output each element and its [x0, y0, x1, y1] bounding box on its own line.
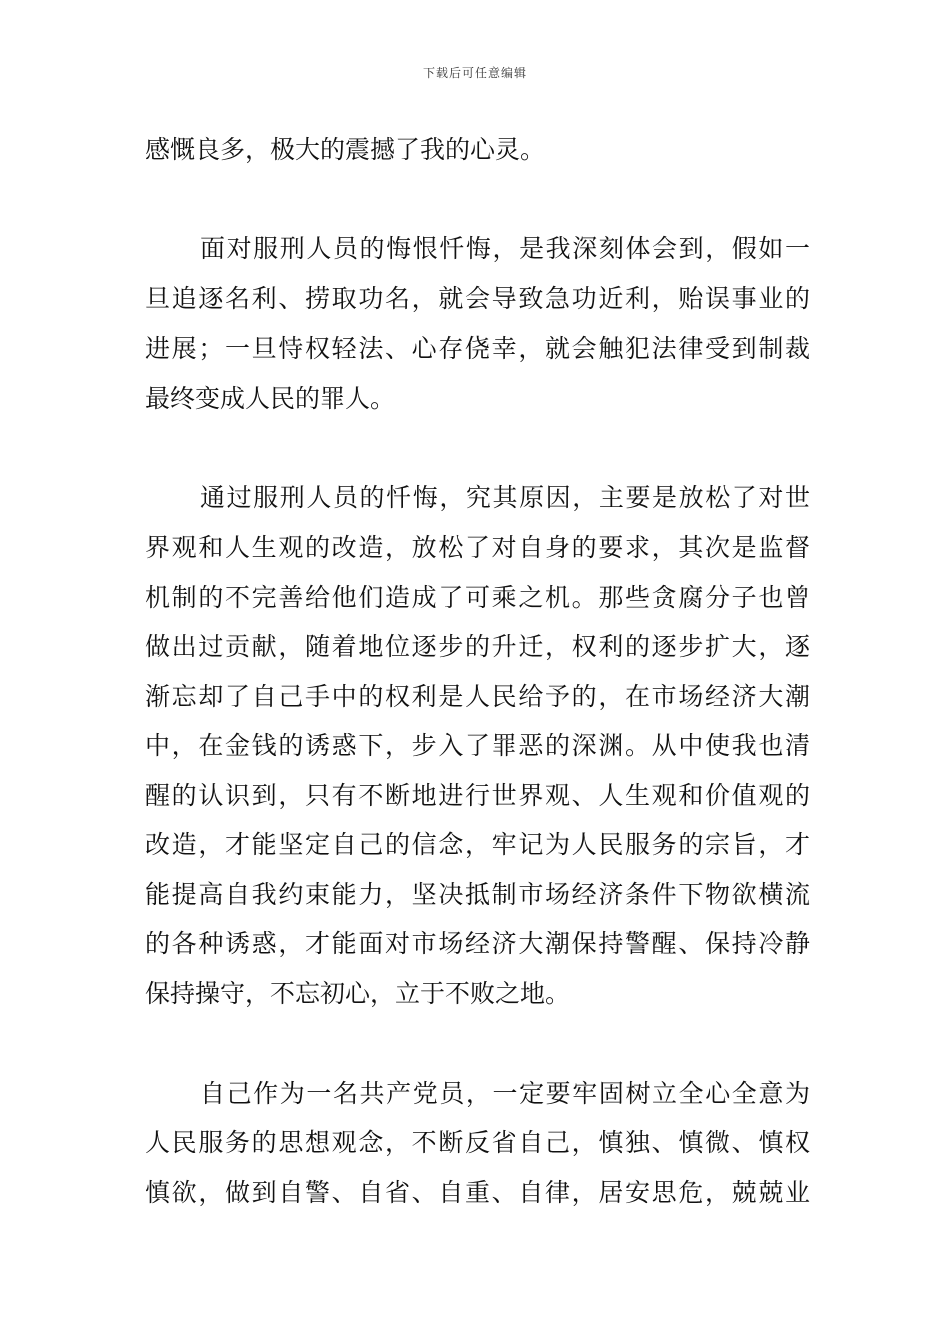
paragraph-3-line-11: 保持操守，不忘初心，立于不败之地。: [145, 979, 571, 1008]
page-header: 下载后可任意编辑: [422, 66, 527, 80]
paragraph-3-line-6: 中，在金钱的诱惑下，步入了罪恶的深渊。从中使我也清: [145, 731, 810, 760]
paragraph-3-line-4: 做出过贡献，随着地位逐步的升迁，权利的逐步扩大，逐: [145, 632, 810, 661]
paragraph-3-line-10: 的各种诱惑，才能面对市场经济大潮保持警醒、保持冷静: [145, 929, 810, 958]
paragraph-2-line-3: 进展；一旦恃权轻法、心存侥幸，就会触犯法律受到制裁: [145, 334, 810, 363]
paragraph-3-line-2: 界观和人生观的改造，放松了对自身的要求，其次是监督: [145, 533, 810, 562]
paragraph-2-line-2: 旦追逐名利、捞取功名，就会导致急功近利，贻误事业的: [145, 284, 810, 313]
paragraph-1-line-1: 感慨良多，极大的震撼了我的心灵。: [145, 135, 546, 164]
paragraph-2-line-4: 最终变成人民的罪人。: [145, 384, 396, 413]
paragraph-3-line-3: 机制的不完善给他们造成了可乘之机。那些贪腐分子也曾: [145, 583, 810, 612]
paragraph-2-line-1: 面对服刑人员的悔恨忏悔，是我深刻体会到，假如一: [200, 234, 810, 263]
paragraph-3-line-9: 能提高自我约束能力，坚决抵制市场经济条件下物欲横流: [145, 880, 810, 909]
paragraph-3-line-7: 醒的认识到，只有不断地进行世界观、人生观和价值观的: [145, 781, 810, 810]
paragraph-3-line-1: 通过服刑人员的忏悔，究其原因，主要是放松了对世: [200, 483, 810, 512]
paragraph-3-line-5: 渐忘却了自己手中的权利是人民给予的，在市场经济大潮: [145, 682, 810, 711]
paragraph-4-line-2: 人民服务的思想观念，不断反省自己，慎独、慎微、慎权: [145, 1128, 810, 1157]
paragraph-4-line-3: 慎欲，做到自警、自省、自重、自律，居安思危，兢兢业: [145, 1178, 810, 1207]
paragraph-3-line-8: 改造，才能坚定自己的信念，牢记为人民服务的宗旨，才: [145, 830, 810, 859]
paragraph-4-line-1: 自己作为一名共产党员，一定要牢固树立全心全意为: [200, 1079, 810, 1108]
